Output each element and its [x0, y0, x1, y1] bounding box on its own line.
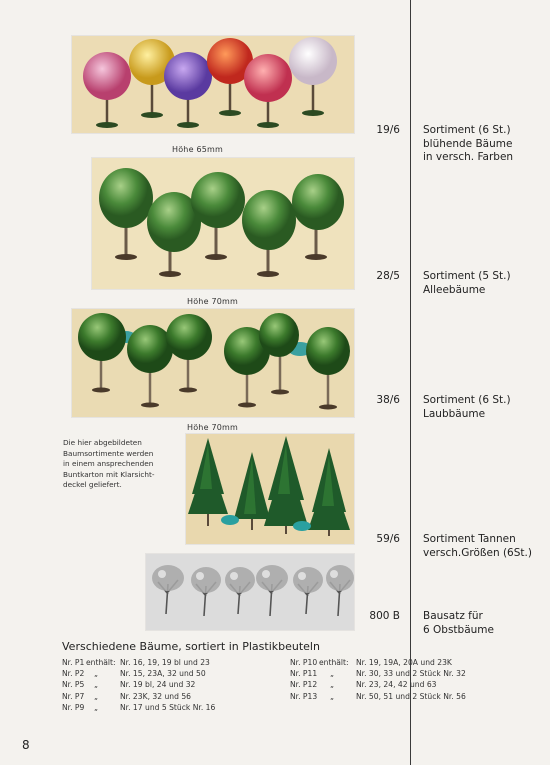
price-3: 38/6 [376, 394, 400, 406]
description-5: Bausatz für 6 Obstbäume [423, 610, 494, 636]
list-item: Nr. P11 „ Nr. 30, 33 und 2 Stück Nr. 32 [290, 669, 466, 679]
bag-list-left [62, 657, 282, 713]
photo-deciduous-trees [72, 309, 354, 417]
list-item: Nr. P13 „ Nr. 50, 51 und 2 Stück Nr. 56 [290, 691, 466, 701]
price-2: 28/5 [376, 270, 400, 282]
packaging-note: Die hier abgebildeten Baumsortimente werden in einem ansprechenden Buntkarton mit Klarsicht- deckel geliefert. [63, 438, 155, 489]
photo-blooming-trees [72, 36, 354, 133]
description-2: Sortiment (5 St.) Alleebäume [423, 270, 511, 296]
list-item: Nr. P1 enthält: Nr. 16, 19, 19 bl und 23 [62, 658, 210, 667]
list-item: Nr. P7 „ Nr. 23K, 32 und 56 [62, 691, 192, 701]
description-1: Sortiment (6 St.) blühende Bäume in versch. Farben [423, 124, 514, 163]
photo-avenue-trees [92, 158, 354, 289]
photo-fir-trees [186, 434, 354, 544]
list-item: Nr. P5 „ Nr. 19 bl, 24 und 32 [62, 680, 196, 690]
height-caption-2: Höhe 70mm [187, 297, 239, 306]
list-item: Nr. P12 „ Nr. 23, 24, 42 und 63 [290, 680, 437, 690]
height-caption-3: Höhe 70mm [187, 423, 239, 432]
description-4: Sortiment Tannen versch.Größen (6St.) [423, 533, 532, 559]
page-number: 8 [22, 738, 30, 752]
height-caption-1: Höhe 65mm [172, 145, 224, 154]
price-1: 19/6 [376, 124, 400, 136]
photo-fruit-tree-kit [146, 554, 354, 630]
list-item: Nr. P10 enthält: Nr. 19, 19A, 20A und 23K [290, 658, 452, 667]
section-title: Verschiedene Bäume, sortiert in Plastikbeuteln [62, 640, 320, 653]
price-5: 800 B [369, 610, 400, 622]
list-item: Nr. P9 „ Nr. 17 und 5 Stück Nr. 16 [62, 702, 216, 712]
price-4: 59/6 [376, 533, 400, 545]
column-divider [410, 0, 411, 765]
description-3: Sortiment (6 St.) Laubbäume [423, 394, 511, 420]
bag-list-right [290, 657, 545, 702]
list-item: Nr. P2 „ Nr. 15, 23A, 32 und 50 [62, 669, 206, 679]
